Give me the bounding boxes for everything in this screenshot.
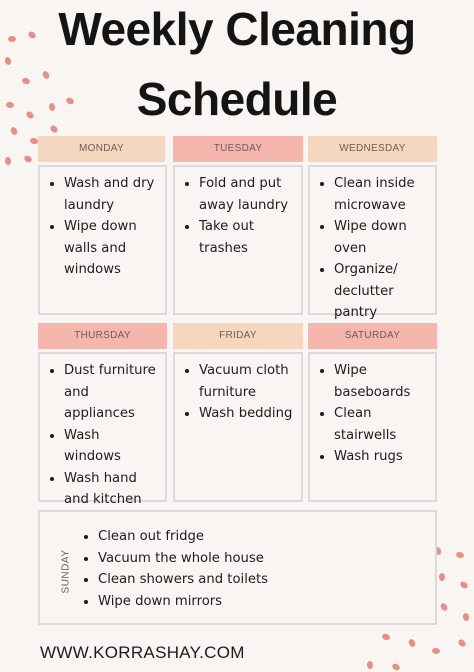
task-item: • Wipe baseboards [334,360,429,403]
decorative-dot [10,126,19,136]
day-header-friday: FRIDAY [173,323,303,349]
day-box-thursday [38,352,167,507]
decorative-dot [439,602,448,612]
decorative-dot [407,638,416,648]
decorative-dot [455,551,464,559]
task-item: • Wipe down oven [334,216,429,259]
page-title-line-1: Weekly Cleaning [58,3,416,55]
task-list-friday [175,354,301,425]
decorative-dot [4,56,12,65]
decorative-dot [23,154,33,163]
day-header-tuesday: TUESDAY [173,136,303,162]
task-item: • Organize/ declutter pantry [334,259,429,324]
task-list-wednesday [310,167,435,324]
day-header-wednesday: WEDNESDAY [308,136,437,162]
task-list-monday [40,167,165,281]
task-item: • Vacuum the whole house [98,548,268,570]
task-item: • Wash and dry laundry [64,173,159,216]
task-list-thursday [40,354,165,532]
task-item: • Vacuum cloth furniture [199,360,295,403]
decorative-dot [462,612,470,621]
task-item: • Wipe down mirrors [98,591,268,613]
day-label-sunday [48,549,72,594]
day-box-monday [38,165,167,315]
decorative-dot [439,573,445,581]
decorative-dot [432,647,441,654]
task-item: • Dust furniture and appliances [64,360,159,425]
task-item: • Wash bedding [199,403,295,425]
task-item: • Fold and put away laundry [199,173,295,216]
day-header-thursday: THURSDAY [38,323,167,349]
decorative-dot [457,638,467,648]
website-url: WWW.KORRASHAY.COM [40,643,245,662]
decorative-dot [367,661,374,670]
day-label-sunday-text: SUNDAY [60,549,72,594]
task-list-tuesday [175,167,301,259]
task-item: • Clean stairwells [334,403,429,446]
decorative-dot [5,157,12,166]
task-item: • Take out trashes [199,216,295,259]
task-item: • Wash rugs [334,446,429,468]
page-title-line-2: Schedule [136,73,338,125]
task-item: • Clean showers and toilets [98,569,268,591]
task-list-saturday [310,354,435,468]
day-header-saturday: SATURDAY [308,323,437,349]
day-box-friday [173,352,303,502]
decorative-dot [459,580,469,590]
day-box-wednesday [308,165,437,320]
day-box-saturday [308,352,437,502]
decorative-dot [381,633,391,642]
task-item: • Wash windows [64,425,159,468]
task-item: • Wash hand and kitchen [64,468,159,533]
task-list-sunday [74,520,274,612]
decorative-dot [391,662,401,671]
task-item: • Wipe down walls and windows [64,216,159,281]
day-header-monday: MONDAY [38,136,165,162]
task-item: • Clean out fridge [98,526,268,548]
task-item: • Clean inside microwave [334,173,429,216]
day-box-tuesday [173,165,303,315]
